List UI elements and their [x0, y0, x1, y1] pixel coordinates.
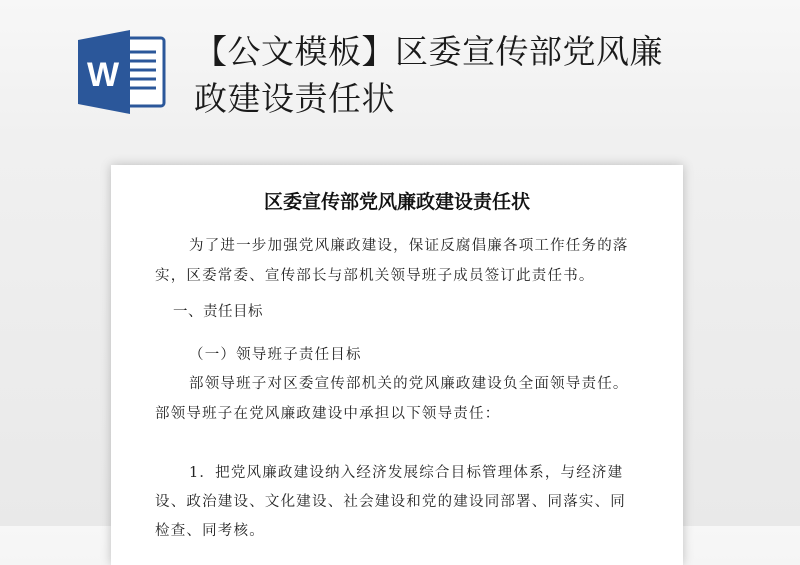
intro-line-2: 实，区委常委、宣传部长与部机关领导班子成员签订此责任书。: [155, 268, 595, 284]
item-1-line-2: 设、政治建设、文化建设、社会建设和党的建设同部署、同落实、同: [155, 494, 626, 510]
paragraph-1-line-2: 部领导班子在党风廉政建设中承担以下领导责任：: [155, 406, 501, 422]
paragraph-1-line-1: 部领导班子对区委宣传部机关的党风廉政建设负全面领导责任。: [189, 376, 629, 392]
word-logo-letter: W: [87, 56, 120, 94]
subsection-1-heading: （一）领导班子责任目标: [189, 347, 362, 363]
header: [0, 0, 800, 140]
item-1-line-1: 1．把党风廉政建设纳入经济发展综合目标管理体系，与经济建: [189, 465, 624, 481]
document-title: 区委宣传部党风廉政建设责任状: [263, 191, 530, 213]
document-page-title: [194, 28, 754, 122]
intro-line-1: 为了进一步加强党风廉政建设，保证反腐倡廉各项工作任务的落: [189, 238, 629, 254]
word-document-icon: [76, 30, 168, 114]
section-1-heading: 一、责任目标: [173, 304, 263, 320]
page-title-line-1: 【公文模板】区委宣传部党风廉: [194, 32, 663, 71]
page-title-line-2: 政建设责任状: [194, 79, 395, 118]
document-preview-page: [111, 165, 683, 565]
item-1-line-3: 检查、同考核。: [155, 523, 265, 539]
